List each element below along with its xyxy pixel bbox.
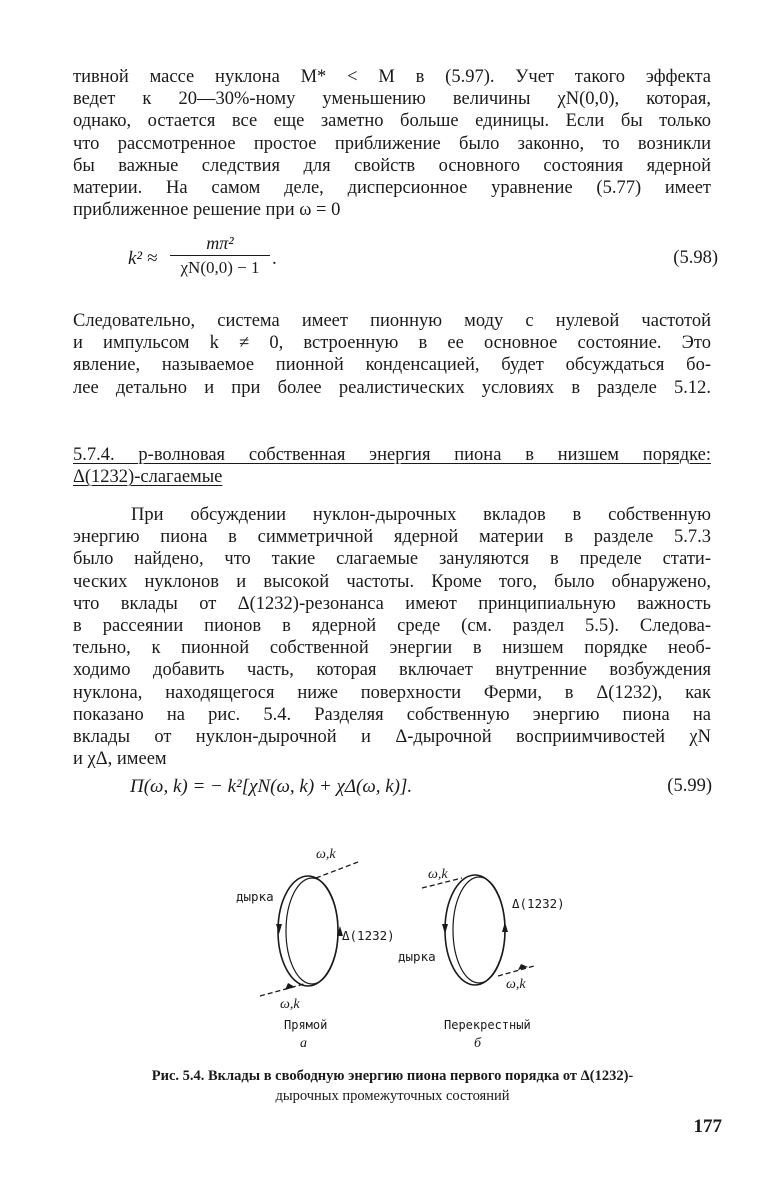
diagram-direct bbox=[236, 847, 395, 1051]
arrow-right-icon bbox=[285, 983, 295, 990]
text-line: материи. На самом деле, дисперсионное уравнение (5.77) имеет bbox=[73, 178, 711, 199]
text-line: в рассеянии пионов в ядерной среде (см. раздел 5.5). Следова- bbox=[73, 616, 711, 637]
text-line: лее детально и при более реалистических условиях в разделе 5.12. bbox=[73, 377, 711, 398]
diagram-name: Перекрестный bbox=[444, 1018, 531, 1032]
page-number: 177 bbox=[693, 1116, 722, 1137]
diagram-crossed bbox=[398, 867, 565, 1051]
text-line: явление, называемое пионной конденсацией, будет обсуждаться бо- bbox=[73, 355, 711, 376]
diagram-letter: а bbox=[300, 1036, 307, 1051]
fraction-bar bbox=[170, 255, 270, 256]
diagram-bottom-label: ω,k bbox=[506, 977, 526, 992]
text-line: При обсуждении нуклон-дырочных вкладов в собственную bbox=[131, 505, 711, 525]
diagram-name: Прямой bbox=[284, 1018, 328, 1032]
text-line: ведет к 20—30%-ному уменьшению величины χN(0,0), которая, bbox=[73, 89, 711, 110]
caption-line: дырочных промежуточных состояний bbox=[275, 1088, 510, 1104]
top-paragraph bbox=[73, 66, 711, 221]
loop-inner bbox=[453, 877, 505, 983]
equation-denominator: χN(0,0) − 1 bbox=[180, 258, 260, 277]
text-line: было найдено, что такие слагаемые зануляются в пределе стати- bbox=[73, 549, 711, 570]
loop-outer bbox=[445, 875, 505, 985]
diagram-top-label: ω,k bbox=[316, 847, 336, 862]
pion-line-out bbox=[260, 984, 304, 996]
arrow-down-icon bbox=[442, 924, 448, 934]
caption-line: Рис. 5.4. Вклады в свободную энергию пиона первого порядка от Δ(1232)- bbox=[151, 1068, 634, 1084]
equation-period: . bbox=[272, 248, 277, 269]
text-line: нуклона, находящегося ниже поверхности Ферми, в Δ(1232), как bbox=[73, 682, 711, 703]
equation-5-98 bbox=[128, 232, 718, 292]
diagram-delta-label: Δ(1232) bbox=[342, 928, 395, 943]
pion-line-out bbox=[498, 966, 534, 976]
equation-5-99 bbox=[130, 776, 712, 802]
middle-paragraph bbox=[73, 310, 711, 399]
arrow-up-icon bbox=[502, 922, 508, 932]
equation-numerator: mπ² bbox=[206, 233, 234, 253]
section-heading-line: 5.7.4. p-волновая собственная энергия пиона в низшем порядке: bbox=[73, 445, 711, 465]
text-line: вклады от нуклон-дырочной и Δ-дырочной восприимчивостей χN bbox=[73, 727, 711, 748]
text-line: и χΔ, имеем bbox=[73, 749, 167, 770]
equation-number: (5.99) bbox=[667, 776, 712, 796]
section-heading-line: Δ(1232)-слагаемые bbox=[73, 467, 223, 487]
figure-caption bbox=[80, 1066, 705, 1106]
text-line: энергию пиона в симметричной ядерной материи в разделе 5.7.3 bbox=[73, 527, 711, 548]
loop-outer bbox=[278, 876, 338, 986]
text-line: ческих нуклонов и высокой частоты. Кроме того, было обнаружено, bbox=[73, 571, 711, 592]
text-line: показано на рис. 5.4. Разделяя собственную энергию пиона на bbox=[73, 704, 711, 725]
section-paragraph bbox=[73, 504, 711, 770]
figure-5-4 bbox=[200, 840, 600, 1055]
diagram-delta-label: Δ(1232) bbox=[512, 896, 565, 911]
text-line: что вклады от Δ(1232)-резонанса имеют принципиальную важность bbox=[73, 593, 711, 614]
loop-inner bbox=[286, 878, 338, 984]
section-heading bbox=[73, 444, 711, 488]
pion-line-in bbox=[316, 862, 358, 878]
text-line: бы важные следствия для свойств основного состояния ядерной bbox=[73, 155, 711, 176]
equation-fraction bbox=[170, 232, 270, 279]
equation-lhs: k² ≈ bbox=[128, 248, 158, 269]
text-line: ходимо добавить часть, которая включает внутренние возбуждения bbox=[73, 660, 711, 681]
text-line: тельно, к пионной собственной энергии в низшем порядке необ- bbox=[73, 638, 711, 659]
equation-body: Π(ω, k) = − k²[χN(ω, k) + χΔ(ω, k)]. bbox=[130, 776, 413, 797]
diagram-bottom-label: ω,k bbox=[280, 997, 300, 1012]
text-line: и импульсом k ≠ 0, встроенную в ее основное состояние. Это bbox=[73, 333, 711, 354]
text-line: тивной массе нуклона M* < M в (5.97). Учет такого эффекта bbox=[73, 67, 711, 87]
text-line: Следовательно, система имеет пионную моду с нулевой частотой bbox=[73, 311, 711, 331]
text-line: однако, остается все еще заметно больше единицы. Если бы только bbox=[73, 111, 711, 132]
arrow-down-icon bbox=[276, 924, 282, 934]
text-line: приближенное решение при ω = 0 bbox=[73, 200, 341, 221]
equation-number: (5.98) bbox=[673, 248, 718, 268]
diagram-letter: б bbox=[474, 1036, 482, 1051]
diagram-hole-label: дырка bbox=[398, 949, 436, 964]
diagram-top-label: ω,k bbox=[428, 867, 448, 882]
diagram-hole-label: дырка bbox=[236, 889, 274, 904]
text-line: что рассмотренное простое приближение было законно, то возникли bbox=[73, 133, 711, 154]
